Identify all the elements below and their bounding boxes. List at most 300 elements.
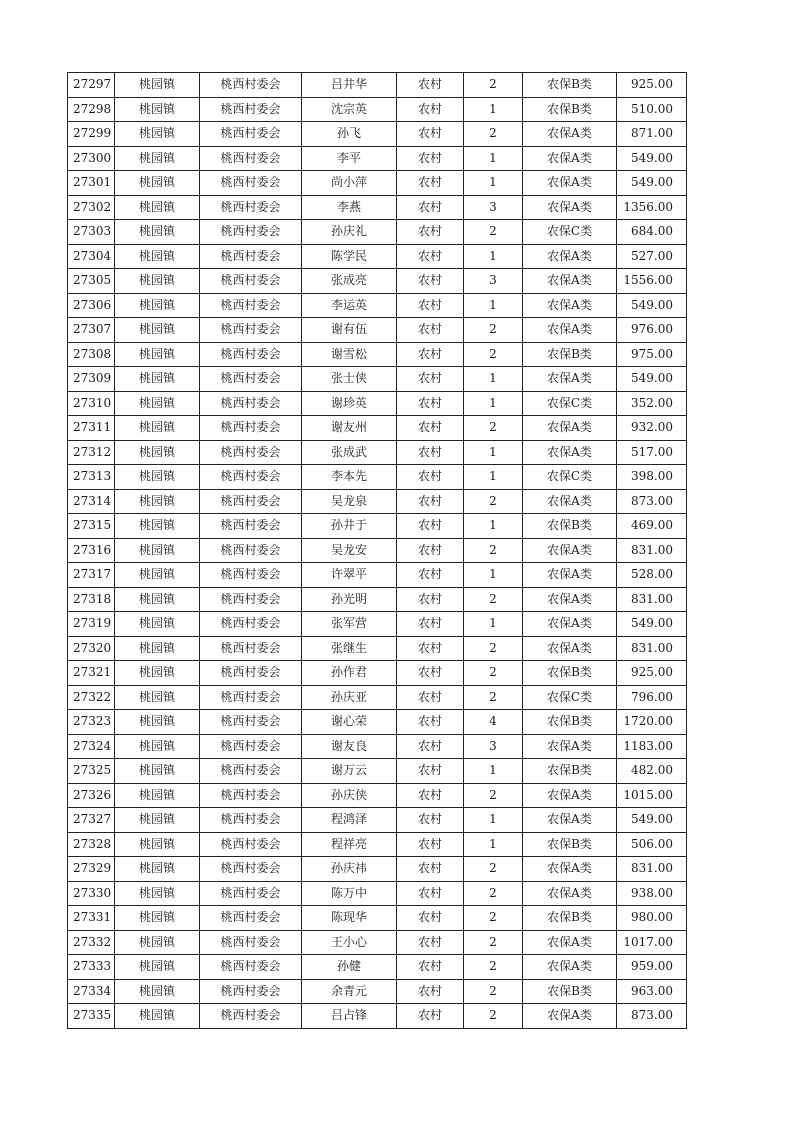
- member-count-cell: 2: [464, 661, 523, 686]
- household-type-cell: 农村: [397, 391, 464, 416]
- amount-cell: 684.00: [617, 220, 687, 245]
- amount-cell: 549.00: [617, 612, 687, 637]
- member-count-cell: 2: [464, 685, 523, 710]
- household-type-cell: 农村: [397, 97, 464, 122]
- table-row: [68, 514, 687, 539]
- household-type-cell: 农村: [397, 979, 464, 1004]
- village-committee-cell: 桃西村委会: [200, 391, 302, 416]
- household-type-cell: 农村: [397, 783, 464, 808]
- town-cell: 桃园镇: [115, 955, 200, 980]
- member-count-cell: 1: [464, 293, 523, 318]
- member-count-cell: 1: [464, 612, 523, 637]
- household-type-cell: 农村: [397, 416, 464, 441]
- village-committee-cell: 桃西村委会: [200, 636, 302, 661]
- member-count-cell: 1: [464, 97, 523, 122]
- household-type-cell: 农村: [397, 318, 464, 343]
- table-row: [68, 1004, 687, 1029]
- table-row: [68, 416, 687, 441]
- name-cell: 李本先: [302, 465, 397, 490]
- town-cell: 桃园镇: [115, 906, 200, 931]
- name-cell: 陈现华: [302, 906, 397, 931]
- amount-cell: 980.00: [617, 906, 687, 931]
- village-committee-cell: 桃西村委会: [200, 1004, 302, 1029]
- table-row: [68, 612, 687, 637]
- village-committee-cell: 桃西村委会: [200, 832, 302, 857]
- amount-cell: 976.00: [617, 318, 687, 343]
- insurance-category-cell: 农保A类: [523, 955, 617, 980]
- record-id-cell: 27335: [68, 1004, 115, 1029]
- table-row: [68, 367, 687, 392]
- name-cell: 张成亮: [302, 269, 397, 294]
- table-row: [68, 538, 687, 563]
- name-cell: 谢友良: [302, 734, 397, 759]
- village-committee-cell: 桃西村委会: [200, 122, 302, 147]
- town-cell: 桃园镇: [115, 465, 200, 490]
- town-cell: 桃园镇: [115, 391, 200, 416]
- town-cell: 桃园镇: [115, 244, 200, 269]
- member-count-cell: 2: [464, 930, 523, 955]
- village-committee-cell: 桃西村委会: [200, 367, 302, 392]
- amount-cell: 510.00: [617, 97, 687, 122]
- table-row: [68, 97, 687, 122]
- town-cell: 桃园镇: [115, 489, 200, 514]
- household-type-cell: 农村: [397, 832, 464, 857]
- household-type-cell: 农村: [397, 734, 464, 759]
- insurance-category-cell: 农保B类: [523, 661, 617, 686]
- name-cell: 尚小萍: [302, 171, 397, 196]
- town-cell: 桃园镇: [115, 122, 200, 147]
- town-cell: 桃园镇: [115, 220, 200, 245]
- village-committee-cell: 桃西村委会: [200, 146, 302, 171]
- record-id-cell: 27307: [68, 318, 115, 343]
- table-row: [68, 636, 687, 661]
- town-cell: 桃园镇: [115, 661, 200, 686]
- record-id-cell: 27318: [68, 587, 115, 612]
- village-committee-cell: 桃西村委会: [200, 171, 302, 196]
- member-count-cell: 2: [464, 342, 523, 367]
- household-type-cell: 农村: [397, 171, 464, 196]
- village-committee-cell: 桃西村委会: [200, 416, 302, 441]
- member-count-cell: 2: [464, 783, 523, 808]
- name-cell: 王小心: [302, 930, 397, 955]
- town-cell: 桃园镇: [115, 514, 200, 539]
- name-cell: 孙井于: [302, 514, 397, 539]
- table-row: [68, 685, 687, 710]
- member-count-cell: 2: [464, 955, 523, 980]
- insurance-category-cell: 农保A类: [523, 857, 617, 882]
- table-row: [68, 832, 687, 857]
- record-id-cell: 27308: [68, 342, 115, 367]
- record-id-cell: 27313: [68, 465, 115, 490]
- amount-cell: 873.00: [617, 489, 687, 514]
- member-count-cell: 2: [464, 587, 523, 612]
- village-committee-cell: 桃西村委会: [200, 97, 302, 122]
- member-count-cell: 2: [464, 220, 523, 245]
- insurance-category-cell: 农保A类: [523, 195, 617, 220]
- amount-cell: 549.00: [617, 808, 687, 833]
- member-count-cell: 2: [464, 318, 523, 343]
- village-committee-cell: 桃西村委会: [200, 759, 302, 784]
- member-count-cell: 2: [464, 881, 523, 906]
- household-type-cell: 农村: [397, 538, 464, 563]
- household-type-cell: 农村: [397, 759, 464, 784]
- insurance-category-cell: 农保B类: [523, 514, 617, 539]
- name-cell: 陈学民: [302, 244, 397, 269]
- record-id-cell: 27312: [68, 440, 115, 465]
- name-cell: 谢珍英: [302, 391, 397, 416]
- insurance-category-cell: 农保A类: [523, 318, 617, 343]
- records-table: [67, 72, 687, 1029]
- insurance-category-cell: 农保A类: [523, 122, 617, 147]
- record-id-cell: 27322: [68, 685, 115, 710]
- name-cell: 张继生: [302, 636, 397, 661]
- name-cell: 谢友州: [302, 416, 397, 441]
- name-cell: 张成武: [302, 440, 397, 465]
- amount-cell: 482.00: [617, 759, 687, 784]
- member-count-cell: 2: [464, 857, 523, 882]
- table-row: [68, 293, 687, 318]
- household-type-cell: 农村: [397, 465, 464, 490]
- town-cell: 桃园镇: [115, 416, 200, 441]
- village-committee-cell: 桃西村委会: [200, 220, 302, 245]
- member-count-cell: 1: [464, 759, 523, 784]
- record-id-cell: 27299: [68, 122, 115, 147]
- village-committee-cell: 桃西村委会: [200, 906, 302, 931]
- name-cell: 李运英: [302, 293, 397, 318]
- household-type-cell: 农村: [397, 587, 464, 612]
- table-row: [68, 465, 687, 490]
- insurance-category-cell: 农保B类: [523, 73, 617, 98]
- amount-cell: 352.00: [617, 391, 687, 416]
- village-committee-cell: 桃西村委会: [200, 440, 302, 465]
- village-committee-cell: 桃西村委会: [200, 514, 302, 539]
- town-cell: 桃园镇: [115, 808, 200, 833]
- amount-cell: 975.00: [617, 342, 687, 367]
- member-count-cell: 4: [464, 710, 523, 735]
- household-type-cell: 农村: [397, 489, 464, 514]
- village-committee-cell: 桃西村委会: [200, 857, 302, 882]
- table-row: [68, 195, 687, 220]
- insurance-category-cell: 农保B类: [523, 979, 617, 1004]
- household-type-cell: 农村: [397, 857, 464, 882]
- record-id-cell: 27314: [68, 489, 115, 514]
- name-cell: 李燕: [302, 195, 397, 220]
- town-cell: 桃园镇: [115, 857, 200, 882]
- village-committee-cell: 桃西村委会: [200, 612, 302, 637]
- table-row: [68, 489, 687, 514]
- village-committee-cell: 桃西村委会: [200, 269, 302, 294]
- town-cell: 桃园镇: [115, 759, 200, 784]
- amount-cell: 1017.00: [617, 930, 687, 955]
- insurance-category-cell: 农保A类: [523, 636, 617, 661]
- village-committee-cell: 桃西村委会: [200, 538, 302, 563]
- record-id-cell: 27305: [68, 269, 115, 294]
- table-row: [68, 391, 687, 416]
- household-type-cell: 农村: [397, 955, 464, 980]
- name-cell: 谢有伍: [302, 318, 397, 343]
- amount-cell: 925.00: [617, 661, 687, 686]
- record-id-cell: 27302: [68, 195, 115, 220]
- insurance-category-cell: 农保A类: [523, 146, 617, 171]
- record-id-cell: 27324: [68, 734, 115, 759]
- table-row: [68, 220, 687, 245]
- insurance-category-cell: 农保A类: [523, 808, 617, 833]
- amount-cell: 506.00: [617, 832, 687, 857]
- insurance-category-cell: 农保B类: [523, 759, 617, 784]
- member-count-cell: 1: [464, 563, 523, 588]
- household-type-cell: 农村: [397, 440, 464, 465]
- amount-cell: 527.00: [617, 244, 687, 269]
- village-committee-cell: 桃西村委会: [200, 979, 302, 1004]
- town-cell: 桃园镇: [115, 587, 200, 612]
- town-cell: 桃园镇: [115, 783, 200, 808]
- record-id-cell: 27327: [68, 808, 115, 833]
- town-cell: 桃园镇: [115, 881, 200, 906]
- insurance-category-cell: 农保C类: [523, 465, 617, 490]
- insurance-category-cell: 农保A类: [523, 244, 617, 269]
- table-row: [68, 808, 687, 833]
- amount-cell: 831.00: [617, 538, 687, 563]
- table-row: [68, 269, 687, 294]
- amount-cell: 1720.00: [617, 710, 687, 735]
- member-count-cell: 1: [464, 244, 523, 269]
- table-row: [68, 440, 687, 465]
- household-type-cell: 农村: [397, 1004, 464, 1029]
- household-type-cell: 农村: [397, 220, 464, 245]
- village-committee-cell: 桃西村委会: [200, 783, 302, 808]
- household-type-cell: 农村: [397, 195, 464, 220]
- household-type-cell: 农村: [397, 710, 464, 735]
- name-cell: 吴龙泉: [302, 489, 397, 514]
- name-cell: 许翠平: [302, 563, 397, 588]
- table-row: [68, 661, 687, 686]
- record-id-cell: 27309: [68, 367, 115, 392]
- village-committee-cell: 桃西村委会: [200, 489, 302, 514]
- name-cell: 余青元: [302, 979, 397, 1004]
- household-type-cell: 农村: [397, 293, 464, 318]
- table-row: [68, 783, 687, 808]
- member-count-cell: 1: [464, 367, 523, 392]
- village-committee-cell: 桃西村委会: [200, 661, 302, 686]
- household-type-cell: 农村: [397, 342, 464, 367]
- table-row: [68, 881, 687, 906]
- record-id-cell: 27304: [68, 244, 115, 269]
- town-cell: 桃园镇: [115, 538, 200, 563]
- name-cell: 孙光明: [302, 587, 397, 612]
- member-count-cell: 2: [464, 906, 523, 931]
- record-id-cell: 27311: [68, 416, 115, 441]
- insurance-category-cell: 农保B类: [523, 906, 617, 931]
- town-cell: 桃园镇: [115, 734, 200, 759]
- insurance-category-cell: 农保B类: [523, 832, 617, 857]
- record-id-cell: 27317: [68, 563, 115, 588]
- record-id-cell: 27316: [68, 538, 115, 563]
- name-cell: 张军营: [302, 612, 397, 637]
- member-count-cell: 2: [464, 1004, 523, 1029]
- name-cell: 谢心荣: [302, 710, 397, 735]
- record-id-cell: 27315: [68, 514, 115, 539]
- table-row: [68, 979, 687, 1004]
- name-cell: 孙庆礼: [302, 220, 397, 245]
- record-id-cell: 27326: [68, 783, 115, 808]
- household-type-cell: 农村: [397, 661, 464, 686]
- household-type-cell: 农村: [397, 367, 464, 392]
- record-id-cell: 27297: [68, 73, 115, 98]
- record-id-cell: 27298: [68, 97, 115, 122]
- household-type-cell: 农村: [397, 906, 464, 931]
- member-count-cell: 2: [464, 489, 523, 514]
- insurance-category-cell: 农保A类: [523, 171, 617, 196]
- table-row: [68, 955, 687, 980]
- record-id-cell: 27303: [68, 220, 115, 245]
- table-row: [68, 122, 687, 147]
- household-type-cell: 农村: [397, 881, 464, 906]
- amount-cell: 873.00: [617, 1004, 687, 1029]
- name-cell: 孙健: [302, 955, 397, 980]
- amount-cell: 549.00: [617, 367, 687, 392]
- town-cell: 桃园镇: [115, 342, 200, 367]
- member-count-cell: 3: [464, 269, 523, 294]
- insurance-category-cell: 农保A类: [523, 587, 617, 612]
- town-cell: 桃园镇: [115, 612, 200, 637]
- town-cell: 桃园镇: [115, 563, 200, 588]
- insurance-category-cell: 农保A类: [523, 440, 617, 465]
- insurance-category-cell: 农保B类: [523, 97, 617, 122]
- insurance-category-cell: 农保A类: [523, 416, 617, 441]
- table-row: [68, 906, 687, 931]
- town-cell: 桃园镇: [115, 195, 200, 220]
- table-row: [68, 587, 687, 612]
- name-cell: 吕井华: [302, 73, 397, 98]
- table-row: [68, 146, 687, 171]
- amount-cell: 528.00: [617, 563, 687, 588]
- village-committee-cell: 桃西村委会: [200, 244, 302, 269]
- name-cell: 吴龙安: [302, 538, 397, 563]
- household-type-cell: 农村: [397, 514, 464, 539]
- name-cell: 孙飞: [302, 122, 397, 147]
- member-count-cell: 1: [464, 440, 523, 465]
- amount-cell: 796.00: [617, 685, 687, 710]
- record-id-cell: 27321: [68, 661, 115, 686]
- name-cell: 张士侠: [302, 367, 397, 392]
- insurance-category-cell: 农保A类: [523, 734, 617, 759]
- insurance-category-cell: 农保A类: [523, 269, 617, 294]
- record-id-cell: 27323: [68, 710, 115, 735]
- name-cell: 陈万中: [302, 881, 397, 906]
- village-committee-cell: 桃西村委会: [200, 685, 302, 710]
- insurance-category-cell: 农保A类: [523, 293, 617, 318]
- table-row: [68, 759, 687, 784]
- household-type-cell: 农村: [397, 808, 464, 833]
- village-committee-cell: 桃西村委会: [200, 734, 302, 759]
- insurance-category-cell: 农保A类: [523, 538, 617, 563]
- village-committee-cell: 桃西村委会: [200, 318, 302, 343]
- insurance-category-cell: 农保A类: [523, 563, 617, 588]
- member-count-cell: 2: [464, 73, 523, 98]
- town-cell: 桃园镇: [115, 293, 200, 318]
- member-count-cell: 3: [464, 734, 523, 759]
- town-cell: 桃园镇: [115, 146, 200, 171]
- record-id-cell: 27332: [68, 930, 115, 955]
- amount-cell: 938.00: [617, 881, 687, 906]
- name-cell: 孙庆祎: [302, 857, 397, 882]
- record-id-cell: 27330: [68, 881, 115, 906]
- member-count-cell: 1: [464, 146, 523, 171]
- table-row: [68, 930, 687, 955]
- name-cell: 沈宗英: [302, 97, 397, 122]
- household-type-cell: 农村: [397, 73, 464, 98]
- amount-cell: 959.00: [617, 955, 687, 980]
- village-committee-cell: 桃西村委会: [200, 563, 302, 588]
- amount-cell: 549.00: [617, 146, 687, 171]
- household-type-cell: 农村: [397, 269, 464, 294]
- record-id-cell: 27310: [68, 391, 115, 416]
- town-cell: 桃园镇: [115, 318, 200, 343]
- name-cell: 谢雪松: [302, 342, 397, 367]
- household-type-cell: 农村: [397, 122, 464, 147]
- amount-cell: 1015.00: [617, 783, 687, 808]
- town-cell: 桃园镇: [115, 440, 200, 465]
- amount-cell: 398.00: [617, 465, 687, 490]
- record-id-cell: 27333: [68, 955, 115, 980]
- name-cell: 程鸿泽: [302, 808, 397, 833]
- village-committee-cell: 桃西村委会: [200, 465, 302, 490]
- member-count-cell: 1: [464, 391, 523, 416]
- household-type-cell: 农村: [397, 930, 464, 955]
- village-committee-cell: 桃西村委会: [200, 73, 302, 98]
- town-cell: 桃园镇: [115, 367, 200, 392]
- amount-cell: 831.00: [617, 857, 687, 882]
- record-id-cell: 27306: [68, 293, 115, 318]
- record-id-cell: 27301: [68, 171, 115, 196]
- village-committee-cell: 桃西村委会: [200, 881, 302, 906]
- village-committee-cell: 桃西村委会: [200, 808, 302, 833]
- insurance-category-cell: 农保A类: [523, 881, 617, 906]
- member-count-cell: 3: [464, 195, 523, 220]
- records-table-body: [68, 73, 687, 1029]
- table-row: [68, 710, 687, 735]
- village-committee-cell: 桃西村委会: [200, 342, 302, 367]
- member-count-cell: 2: [464, 416, 523, 441]
- amount-cell: 549.00: [617, 171, 687, 196]
- member-count-cell: 1: [464, 808, 523, 833]
- record-id-cell: 27300: [68, 146, 115, 171]
- amount-cell: 871.00: [617, 122, 687, 147]
- village-committee-cell: 桃西村委会: [200, 710, 302, 735]
- amount-cell: 549.00: [617, 293, 687, 318]
- amount-cell: 469.00: [617, 514, 687, 539]
- name-cell: 谢万云: [302, 759, 397, 784]
- insurance-category-cell: 农保B类: [523, 342, 617, 367]
- name-cell: 李平: [302, 146, 397, 171]
- amount-cell: 831.00: [617, 587, 687, 612]
- insurance-category-cell: 农保C类: [523, 220, 617, 245]
- household-type-cell: 农村: [397, 685, 464, 710]
- town-cell: 桃园镇: [115, 979, 200, 1004]
- town-cell: 桃园镇: [115, 636, 200, 661]
- record-id-cell: 27331: [68, 906, 115, 931]
- town-cell: 桃园镇: [115, 710, 200, 735]
- insurance-category-cell: 农保C类: [523, 391, 617, 416]
- record-id-cell: 27319: [68, 612, 115, 637]
- member-count-cell: 1: [464, 832, 523, 857]
- record-id-cell: 27329: [68, 857, 115, 882]
- household-type-cell: 农村: [397, 563, 464, 588]
- insurance-category-cell: 农保A类: [523, 489, 617, 514]
- insurance-category-cell: 农保A类: [523, 612, 617, 637]
- member-count-cell: 1: [464, 514, 523, 539]
- village-committee-cell: 桃西村委会: [200, 930, 302, 955]
